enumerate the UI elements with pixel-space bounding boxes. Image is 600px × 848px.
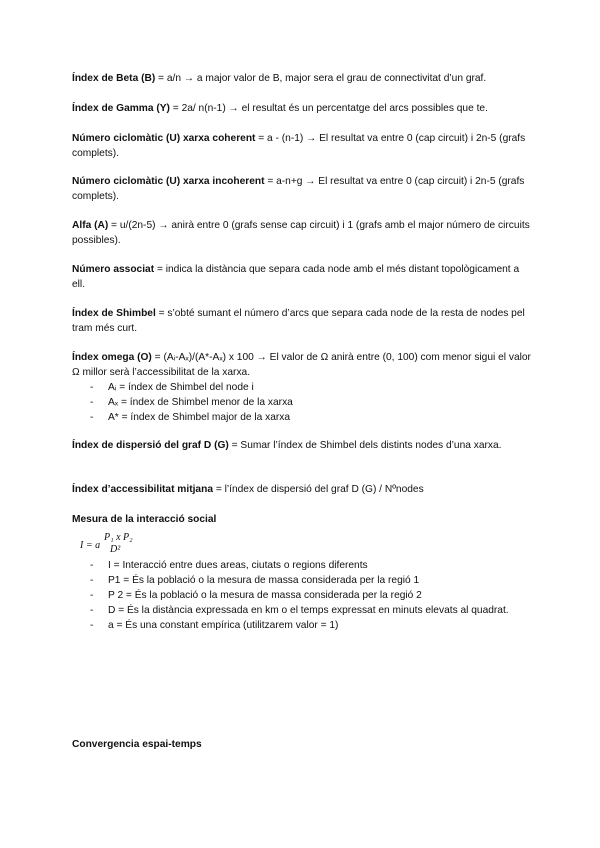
social-bullet-list xyxy=(72,558,532,633)
interaction-formula xyxy=(80,530,160,556)
list-item: - D = És la distància expressada en km o el temps expressat en minuts elevats al quadrat. xyxy=(72,603,532,618)
formula-lhs: I = a xyxy=(80,540,101,551)
list-item: - P1 = És la població o la mesura de massa considerada per la regió 1 xyxy=(72,573,532,588)
cyclomatic-coherent-paragraph xyxy=(72,131,532,161)
cyclomatic-coherent-term: Número ciclomàtic (U) xarxa coherent xyxy=(72,133,256,144)
list-item: - I = Interacció entre dues areas, ciutats o regions diferents xyxy=(72,558,532,573)
social-interaction-heading: Mesura de la interacció social xyxy=(72,514,217,525)
cyclomatic-incoherent-term: Número ciclomàtic (U) xarxa incoherent xyxy=(72,176,265,187)
accessibility-index-text: = l’índex de dispersió del graf D (G) / Nºnodes xyxy=(212,484,424,495)
formula-numerator: P₁ x P₂ xyxy=(104,532,133,543)
omega-index-paragraph xyxy=(72,350,532,380)
omega-index-text: = (Aᵢ-Aₓ)/(A*-Aₓ) x 100 → El valor de Ω anirà entre (0, 100) com menor sigui el valor Ω millor serà l’accessibilitat de la xarxa. xyxy=(72,352,531,378)
gamma-index-term: Índex de Gamma (Y) xyxy=(72,103,170,114)
shimbel-index-term: Índex de Shimbel xyxy=(72,308,156,319)
formula-denominator: D² xyxy=(110,544,121,555)
alfa-text: = u/(2n-5) → anirà entre 0 (grafs sense cap circuit) i 1 (grafs amb el major número de circuits possibles). xyxy=(72,220,530,246)
dispersion-index-term: Índex de dispersió del graf D (G) xyxy=(72,440,229,451)
gamma-index-paragraph xyxy=(72,101,532,116)
list-item: - A* = índex de Shimbel major de la xarxa xyxy=(72,410,532,425)
convergence-heading: Convergencia espai-temps xyxy=(72,739,202,750)
accessibility-index-paragraph xyxy=(72,482,532,497)
dispersion-index-text: = Sumar l’índex de Shimbel dels distints nodes d’una xarxa. xyxy=(228,440,502,451)
list-item: - a = És una constant empírica (utilitzarem valor = 1) xyxy=(72,618,532,633)
list-item: - Aₓ = índex de Shimbel menor de la xarxa xyxy=(72,395,532,410)
cyclomatic-coherent-text: = a - (n-1) → El resultat va entre 0 (cap circuit) i 2n-5 (grafs complets). xyxy=(72,133,526,159)
cyclomatic-incoherent-paragraph xyxy=(72,174,532,204)
alfa-paragraph xyxy=(72,218,532,248)
alfa-term: Alfa (A) xyxy=(72,220,109,231)
associated-number-paragraph xyxy=(72,262,532,292)
beta-index-paragraph xyxy=(72,71,532,86)
beta-index-text: = a/n → a major valor de B, major sera el grau de connectivitat d’un graf. xyxy=(155,73,487,84)
omega-bullet-list xyxy=(72,380,532,425)
gamma-index-text: = 2a/ n(n-1) → el resultat és un percentatge del arcs possibles que te. xyxy=(169,103,488,114)
associated-number-term: Número associat xyxy=(72,264,155,275)
shimbel-index-paragraph xyxy=(72,306,532,336)
list-item: - Aᵢ = índex de Shimbel del node i xyxy=(72,380,532,395)
associated-number-text: = indica la distància que separa cada node amb el més distant topològicament a ell. xyxy=(72,264,520,290)
accessibility-index-term: Índex d’accessibilitat mitjana xyxy=(72,484,213,495)
shimbel-index-text: = s’obté sumant el número d’arcs que separa cada node de la resta de nodes pel tram més curt. xyxy=(72,308,525,334)
beta-index-term: Índex de Beta (B) xyxy=(72,73,156,84)
cyclomatic-incoherent-text: = a-n+g → El resultat va entre 0 (cap circuit) i 2n-5 (grafs complets). xyxy=(72,176,525,202)
omega-index-term: Índex omega (O) xyxy=(72,352,152,363)
list-item: - P 2 = És la població o la mesura de massa considerada per la regió 2 xyxy=(72,588,532,603)
dispersion-index-paragraph xyxy=(72,438,532,453)
